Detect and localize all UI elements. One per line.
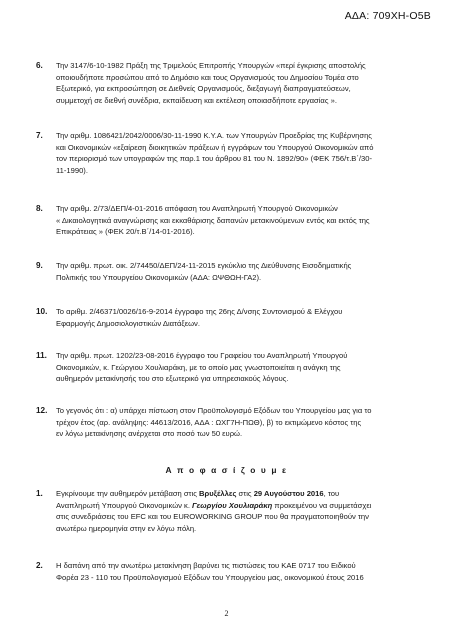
ada-code: ΑΔΑ: 709ΧΗ-Ο5Β — [344, 10, 431, 22]
text-line — [56, 488, 432, 500]
text-line: τρέχον έτος (αρ. ανάληψης: 44613/2016, ΑΔΑ : ΩΧΓ7Η-ΠΩΘ), β) το εκτιμώμενο κόστος της — [56, 417, 362, 427]
text-line: Την 3147/6-10-1982 Πράξη της Τριμελούς Επιτροπής Υπουργών «περί έγκρισης αποστολής — [56, 61, 366, 70]
item-text — [56, 60, 432, 106]
text-line: στις συνεδριάσεις του EFC και του EUROWORKING GROUP που θα πραγματοποιηθούν την — [56, 512, 369, 522]
city-name: Βρυξέλλες — [199, 489, 237, 498]
item-number: 8. — [36, 204, 43, 213]
item-text — [56, 560, 432, 583]
text-line: εν λόγω μετακίνησης ανέρχεται στο ποσό των 50 ευρώ. — [56, 429, 243, 439]
text-segment: Εγκρίνουμε την αυθημερόν μετάβαση στις — [56, 489, 200, 498]
list-item — [36, 405, 432, 440]
item-text — [56, 203, 432, 238]
item-number: 1. — [36, 489, 43, 498]
item-text — [56, 130, 432, 176]
text-line: Εφαρμογής Δημοσιολογιστικών Διατάξεων. — [56, 318, 200, 328]
item-number: 12. — [36, 406, 48, 415]
text-line: « Δικαιολογητικά αναγνώρισης και εκκαθάρισης δαπανών μετακινούμενων εντός και εκτός της — [56, 215, 370, 225]
text-line: αυθημερόν μετακίνησής του στο εξωτερικό για υπηρεσιακούς λόγους. — [56, 374, 289, 384]
item-text — [56, 488, 432, 534]
person-name: Γεωργίου Χουλιαράκη — [192, 500, 273, 510]
text-line: Εξωτερικό, για εκπροσώπηση σε Διεθνείς Οργανισμούς, διεξαγωγή διαπραγματεύσεων, — [56, 84, 351, 94]
item-number: 7. — [36, 131, 43, 140]
list-item — [36, 60, 432, 106]
text-line: ανωτέρω ημερομηνία στην εν λόγω πόλη. — [56, 523, 197, 533]
text-segment: , του — [323, 489, 340, 498]
list-item — [36, 306, 432, 329]
text-line: Το γεγονός ότι : α) υπάρχει πίστωση στον Προϋπολογισμό Εξόδων του Υπουργείου μας για το — [56, 406, 372, 415]
text-line: Την αριθμ. 1086421/2042/0006/30-11-1990 Κ.Υ.Α. των Υπουργών Προεδρίας της Κυβέρνησης — [56, 131, 372, 140]
item-number: 6. — [36, 61, 43, 70]
text-line: Φορέα 23 - 110 του Προϋπολογισμού Εξόδων του Υπουργείου μας, οικονομικού έτους 2016 — [56, 572, 364, 582]
page-number: 2 — [224, 609, 229, 618]
text-line — [56, 500, 432, 512]
text-line: Την αριθμ. πρωτ. οικ. 2/74450/ΔΕΠ/24-11-2015 εγκύκλιο της Διεύθυνσης Εισοδηματικής — [56, 261, 352, 270]
text-line: Την αριθμ. πρωτ. 1202/23-08-2016 έγγραφο του Γραφείου του Αναπληρωτή Υπουργού — [56, 351, 348, 360]
item-number: 10. — [36, 307, 48, 316]
text-line: Οικονομικών, κ. Γεώργιου Χουλιαράκη, με το οποίο μας γνωστοποιείται η ανάγκη της — [56, 362, 341, 372]
text-line: οποιουδήποτε προσώπου από το Δημόσιο και τους Οργανισμούς του Δημοσίου Τομέα στο — [56, 72, 359, 82]
text-line: Πολιτικής του Υπουργείου Οικονομικών (ΑΔΑ: ΩΨΘΩΗ-ΓΑ2). — [56, 272, 262, 282]
text-line: συμμετοχή σε διεθνή συνέδρια, εκπαίδευση και εκτέλεση οποιασδήποτε εργασίας ». — [56, 95, 337, 105]
decision-heading: Α π ο φ α σ ί ζ ο υ μ ε — [165, 465, 288, 475]
item-text — [56, 405, 432, 440]
item-number: 2. — [36, 561, 43, 570]
list-item — [36, 350, 432, 385]
text-segment: Αναπληρωτή Υπουργού Οικονομικών κ. — [56, 500, 193, 510]
text-line: 11-1990). — [56, 165, 88, 175]
text-segment: προκειμένου να συμμετάσχει — [272, 500, 372, 510]
decision-item — [36, 488, 432, 534]
item-number: 9. — [36, 261, 43, 270]
item-text — [56, 260, 432, 283]
text-line: Το αριθμ. 2/46371/0026/16-9-2014 έγγραφο της 26ης Δ/νσης Συντονισμού & Ελέγχου — [56, 307, 343, 316]
decision-item — [36, 560, 432, 583]
list-item — [36, 260, 432, 283]
text-line: Την αριθμ. 2/73/ΔΕΠ/4-01-2016 απόφαση του Αναπληρωτή Υπουργού Οικονομικών — [56, 204, 338, 213]
text-line: τον περιορισμό των υπογραφών της παρ.1 του άρθρου 81 του Ν. 1892/90» (ΦΕΚ 756/τ.Β΄/30- — [56, 154, 372, 164]
item-text — [56, 350, 432, 385]
text-segment: στις — [236, 489, 254, 498]
list-item — [36, 203, 432, 238]
text-line: Επικράτειας » (ΦΕΚ 20/τ.Β΄/14-01-2016). — [56, 227, 195, 237]
item-text — [56, 306, 432, 329]
date-text: 29 Αυγούστου 2016 — [253, 489, 324, 498]
text-line: Η δαπάνη από την ανωτέρω μετακίνηση βαρύνει τις πιστώσεις του ΚΑΕ 0717 του Ειδικού — [56, 561, 356, 570]
text-line: και Οικονομικών «εξαίρεση διοικητικών πράξεων ή εγγράφων του Υπουργού Οικονομικών από — [56, 142, 374, 152]
item-number: 11. — [36, 351, 47, 360]
list-item — [36, 130, 432, 176]
